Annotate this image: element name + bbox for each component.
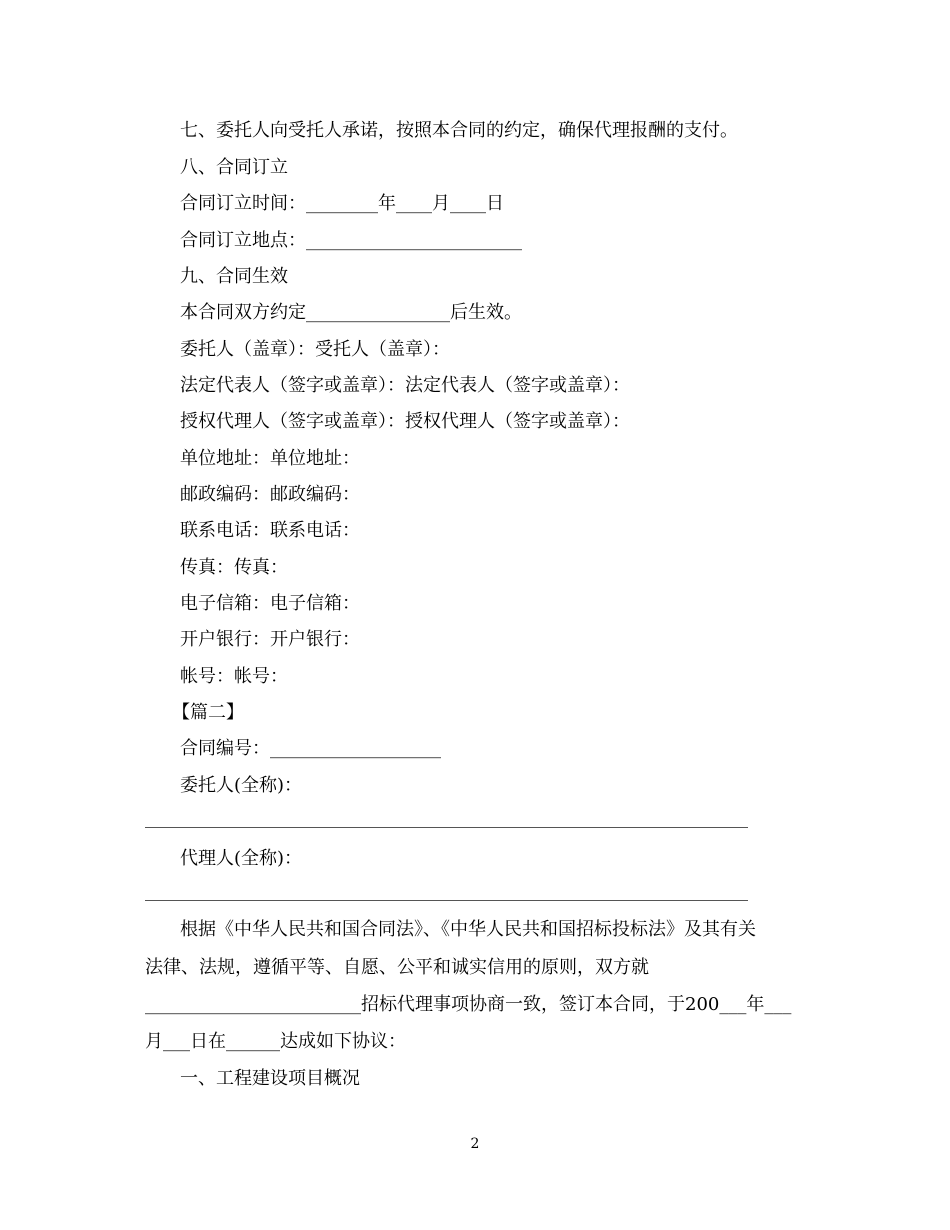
authorized-agent-line: 授权代理人（签字或盖章）：授权代理人（签字或盖章）： [180, 411, 630, 432]
account-line: 帐号：帐号： [180, 666, 288, 687]
signing-date-line: 合同订立时间：________年____月____日 [180, 193, 504, 214]
preamble-line-4: 月___日在______达成如下协议： [145, 1031, 406, 1052]
legal-rep-line: 法定代表人（签字或盖章）：法定代表人（签字或盖章）： [180, 375, 630, 396]
preamble-line-2: 法律、法规，遵循平等、自愿、公平和诚实信用的原则，双方就 [145, 957, 649, 978]
contract-number-line: 合同编号：___________________ [180, 738, 441, 759]
effect-clause: 本合同双方约定________________后生效。 [180, 302, 522, 323]
bank-line: 开户银行：开户银行： [180, 629, 360, 650]
address-line: 单位地址：单位地址： [180, 448, 360, 469]
clause-7: 七、委托人向受托人承诺，按照本合同的约定，确保代理报酬的支付。 [180, 120, 738, 141]
seal-line: 委托人（盖章）：受托人（盖章）： [180, 339, 450, 360]
email-line: 电子信箱：电子信箱： [180, 593, 360, 614]
preamble-line-3: ________________________招标代理事项协商一致，签订本合同，于200___年___ [145, 994, 792, 1015]
signing-place-line: 合同订立地点：________________________ [180, 230, 522, 251]
principal-name-line: 委托人(全称)： [180, 775, 303, 796]
preamble-line-1: 根据《中华人民共和国合同法》、《中华人民共和国招标投标法》及其有关 [180, 919, 756, 940]
agent-fill-rule [145, 900, 748, 901]
part-two-heading: 【篇二】 [172, 702, 244, 723]
postal-code-line: 邮政编码：邮政编码： [180, 484, 360, 505]
fax-line: 传真：传真： [180, 557, 288, 578]
section-1-heading: 一、工程建设项目概况 [180, 1068, 360, 1089]
agent-name-line: 代理人(全称)： [180, 848, 303, 869]
page-number: 2 [470, 1136, 480, 1152]
principal-fill-rule [145, 827, 748, 828]
phone-line: 联系电话：联系电话： [180, 520, 360, 541]
section-8-heading: 八、合同订立 [180, 157, 288, 178]
section-9-heading: 九、合同生效 [180, 266, 288, 287]
